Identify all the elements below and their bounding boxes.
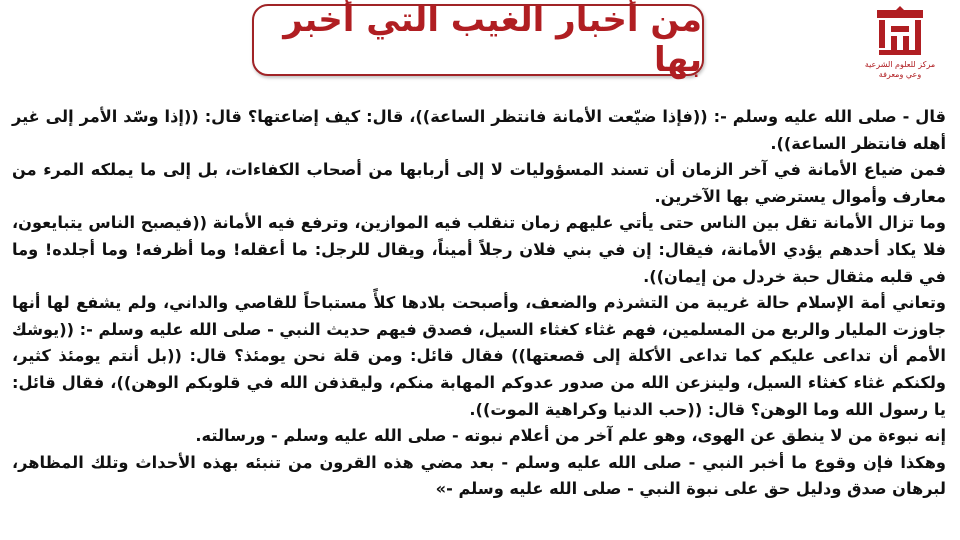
logo: [850, 6, 950, 94]
page-title: من أخبار الغيب التي أخبر بها: [283, 0, 702, 80]
logo-icon: [873, 6, 927, 60]
logo-subtitle: مركز للعلوم الشرعية: [864, 60, 936, 69]
article-body: [12, 104, 946, 503]
paragraph: قال - صلى الله عليه وسلم -: ((فإذا ضيّعت الأمانة فانتظر الساعة))، قال: كيف إضاعتها؟ قال: ((إذا وسّد الأمر إلى غير أهله فانتظر الساعة)).: [12, 107, 946, 153]
paragraph: وما تزال الأمانة تقل بين الناس حتى يأتي عليهم زمان تنقلب فيه الموازين، وترفع فيه الأمانة ((فيصبح الناس يتبايعون، فلا يكاد أحدهم يؤدي الأمانة، فيقال: إن في بني فلان رجلاً أميناً، ويقال للرجل: ما أعقله! وما أظرفه! وما أجلده! وما في قلبه مثقال حبة خردل من إيمان)).: [12, 213, 946, 286]
paragraph: إنه نبوءة من لا ينطق عن الهوى، وهو علم آخر من أعلام نبوته - صلى الله عليه وسلم - ورسالته.: [195, 426, 946, 446]
paragraph: وهكذا فإن وقوع ما أخبر النبي - صلى الله عليه وسلم - بعد مضي هذه القرون من تنبئه بهذه الأحداث وتلك المظاهر، لبرهان صدق ودليل حق على نبوة النبي - صلى الله عليه وسلم -»: [12, 452, 946, 499]
paragraph: وتعاني أمة الإسلام حالة غريبة من التشرذم والضعف، وأصبحت بلادها كلأً مستباحاً للقاصي والداني، ولم يشفع لها أنها جاوزت المليار والربع من المسلمين، فهم غثاء كغثاء السيل، فصدق فيهم حديث النبي - صلى الله عليه وسلم -: ((يوشك الأمم أن تداعى عليكم كما تداعى الأكلة إلى قصعتها)) فقال قائل: ومن قلة نحن يومئذ؟ قال: ((بل أنتم يومئذ كثير، ولكنكم غثاء كغثاء السيل، ولينزعن الله من صدور عدوكم المهابة منكم، وليقذفن الله في قلوبكم الوهن))، فقال قائل: يا رسول الله وما الوهن؟ قال: ((حب الدنيا وكراهية الموت)).: [12, 293, 946, 419]
title-box: [252, 0, 704, 80]
logo-mark: [873, 6, 927, 60]
paragraph: فمن ضياع الأمانة في آخر الزمان أن تسند المسؤوليات لا إلى أربابها من أصحاب الكفاءات، بل إلى ما يملكه المرء من معارف وأموال يسترضي بها الآخرين.: [12, 160, 946, 206]
logo-subtitle-2: وعي ومعرفة: [878, 70, 922, 79]
